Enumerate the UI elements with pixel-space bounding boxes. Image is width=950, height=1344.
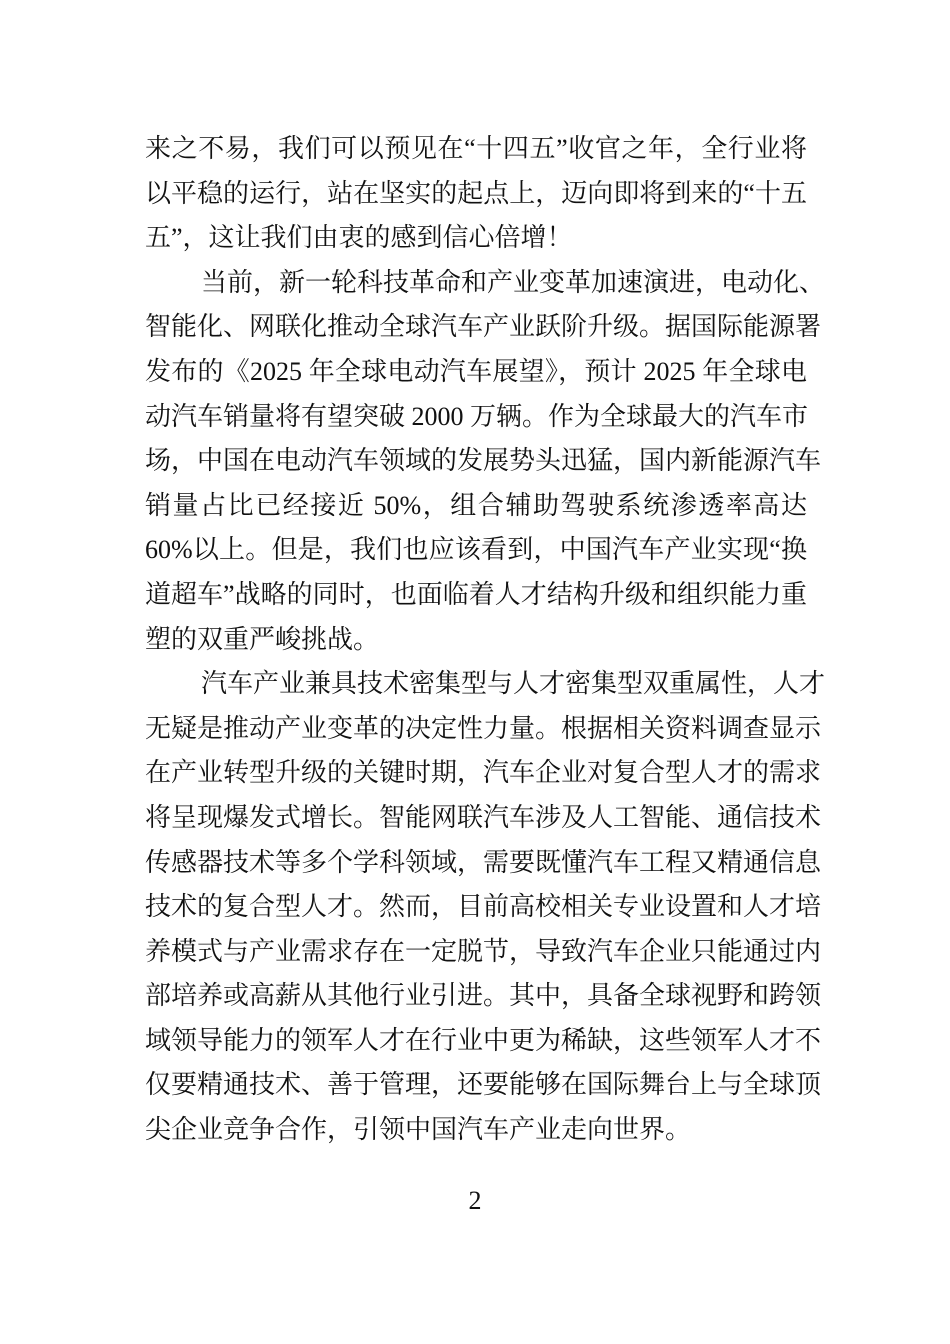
text-line: 将呈现爆发式增长。智能网联汽车涉及人工智能、通信技术 — [145, 802, 822, 832]
text-line: 传感器技术等多个学科领域，需要既懂汽车工程又精通信息 — [145, 847, 822, 877]
text-line: 60%以上。但是，我们也应该看到，中国汽车产业实现“换 — [145, 535, 807, 565]
page-number: 2 — [468, 1186, 482, 1215]
text-line: 无疑是推动产业变革的决定性力量。根据相关资料调查显示 — [145, 713, 822, 743]
text-line: 域领导能力的领军人才在行业中更为稀缺，这些领军人才不 — [145, 1025, 822, 1055]
text-line: 技术的复合型人才。然而，目前高校相关专业设置和人才培 — [145, 892, 822, 922]
text-line: 以平稳的运行，站在坚实的起点上，迈向即将到来的“十五 — [145, 178, 807, 208]
text-line: 销量占比已经接近 50%，组合辅助驾驶系统渗透率高达 — [145, 490, 807, 520]
text-line: 养模式与产业需求存在一定脱节，导致汽车企业只能通过内 — [145, 936, 822, 966]
paragraph — [145, 662, 826, 1153]
paragraph — [145, 127, 807, 261]
text-line: 汽车产业兼具技术密集型与人才密集型双重属性，人才 — [201, 669, 826, 699]
text-line: 来之不易，我们可以预见在“十四五”收官之年，全行业将 — [145, 134, 807, 163]
text-line: 五”，这让我们由衷的感到信心倍增！ — [145, 223, 573, 253]
text-line: 智能化、网联化推动全球汽车产业跃阶升级。据国际能源署 — [145, 312, 822, 342]
text-line: 部培养或高薪从其他行业引进。其中，具备全球视野和跨领 — [145, 981, 822, 1011]
text-line: 发布的《2025 年全球电动汽车展望》，预计 2025 年全球电 — [145, 356, 807, 386]
text-line: 在产业转型升级的关键时期，汽车企业对复合型人才的需求 — [145, 758, 822, 788]
text-line: 道超车”战略的同时，也面临着人才结构升级和组织能力重 — [145, 579, 807, 609]
body-text — [145, 127, 826, 1153]
text-line: 仅要精通技术、善于管理，还要能够在国际舞台上与全球顶 — [145, 1070, 822, 1100]
text-line: 场，中国在电动汽车领域的发展势头迅猛，国内新能源汽车 — [145, 446, 822, 476]
paragraph — [145, 261, 826, 662]
text-line: 动汽车销量将有望突破 2000 万辆。作为全球最大的汽车市 — [145, 401, 809, 431]
text-line: 尖企业竞争合作，引领中国汽车产业走向世界。 — [145, 1115, 692, 1145]
text-line: 塑的双重严峻挑战。 — [145, 624, 380, 654]
text-line: 当前，新一轮科技革命和产业变革加速演进，电动化、 — [201, 267, 826, 297]
